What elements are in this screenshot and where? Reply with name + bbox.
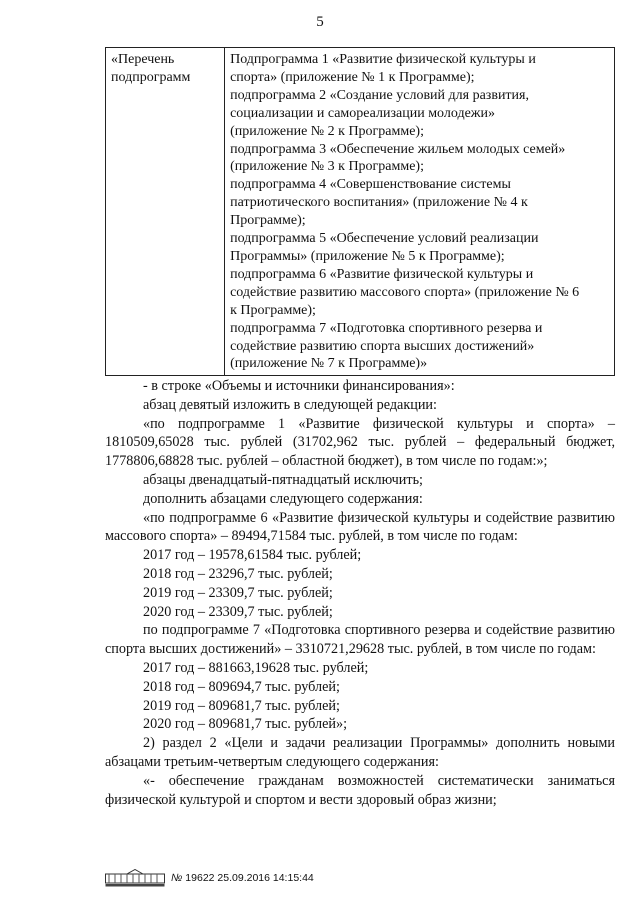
cell-line: к Программе); xyxy=(230,302,316,318)
number-sign: № xyxy=(171,872,183,884)
paragraph: абзац девятый изложить в следующей редакции: xyxy=(143,396,437,413)
cell-line: (приложение № 3 к Программе); xyxy=(230,159,424,175)
year-line: 2018 год – 809694,7 тыс. рублей; xyxy=(143,678,340,695)
cell-line: (приложение № 2 к Программе); xyxy=(230,123,424,139)
cell-line: (приложение № 7 к Программе)» xyxy=(230,356,428,372)
year-line: 2020 год – 809681,7 тыс. рублей»; xyxy=(143,716,348,733)
year-line: 2020 год – 23309,7 тыс. рублей; xyxy=(143,603,333,620)
paragraph: абзацы двенадцатый-пятнадцатый исключить; xyxy=(143,471,423,488)
paragraph: «- обеспечение гражданам возможностей систематически заниматься физической культурой и спортом и вести здоровый образ жизни; xyxy=(105,772,615,808)
registration-timestamp: 19622 25.09.2016 14:15:44 xyxy=(185,872,314,884)
document-body xyxy=(105,377,615,809)
cell-line: патриотического воспитания» (приложение № 4 к xyxy=(230,195,528,211)
cell-line: подпрограмма 7 «Подготовка спортивного резерва и xyxy=(230,320,543,336)
paragraph: «по подпрограмме 1 «Развитие физической культуры и спорта» – 1810509,65028 тыс. рублей (31702,962 тыс. рублей – федеральный бюджет, 1778806,68828 тыс. рублей – областной бюджет), в том числе по годам:»; xyxy=(105,415,615,470)
paragraph: - в строке «Объемы и источники финансирования»: xyxy=(143,378,455,394)
label-line: подпрограмм xyxy=(111,69,191,85)
paragraph: 2) раздел 2 «Цели и задачи реализации Программы» дополнить новыми абзацами третьим-четвертым следующего содержания: xyxy=(105,735,615,770)
table-label-cell xyxy=(106,48,225,376)
cell-line: социализации и самореализации молодежи» xyxy=(230,105,495,121)
paragraph: дополнить абзацами следующего содержания: xyxy=(143,490,423,507)
cell-line: содействие развитию спорта высших достижений» xyxy=(230,338,535,354)
year-line: 2017 год – 19578,61584 тыс. рублей; xyxy=(143,547,362,564)
cell-line: спорта» (приложение № 1 к Программе); xyxy=(230,69,475,85)
document-footer xyxy=(105,868,314,888)
cell-line: подпрограмма 2 «Создание условий для развития, xyxy=(230,87,529,103)
page-number: 5 xyxy=(316,14,324,30)
cell-line: Программе); xyxy=(230,213,306,229)
cell-line: Программы» (приложение № 5 к Программе); xyxy=(230,248,505,264)
registration-number xyxy=(171,872,314,884)
cell-line: содействие развитию массового спорта» (приложение № 6 xyxy=(230,284,580,300)
label-line: «Перечень xyxy=(111,52,175,67)
paragraph: «по подпрограмме 6 «Развитие физической культуры и содействие развитию массового спорта» – 89494,71584 тыс. рублей, в том числе по годам: xyxy=(105,509,615,545)
year-line: 2018 год – 23296,7 тыс. рублей; xyxy=(143,565,333,582)
paragraph: по подпрограмме 7 «Подготовка спортивного резерва и содействие развитию спорта высших достижений» – 3310721,29628 тыс. рублей, в том числе по годам: xyxy=(105,622,615,658)
year-line: 2019 год – 809681,7 тыс. рублей; xyxy=(143,697,340,714)
cell-line: подпрограмма 3 «Обеспечение жильем молодых семей» xyxy=(230,141,566,157)
subprograms-table xyxy=(105,47,615,376)
cell-line: подпрограмма 5 «Обеспечение условий реализации xyxy=(230,231,539,247)
year-line: 2019 год – 23309,7 тыс. рублей; xyxy=(143,584,333,601)
cell-line: подпрограмма 6 «Развитие физической культуры и xyxy=(230,266,534,282)
table-value-cell xyxy=(225,48,615,376)
table-row xyxy=(106,48,615,376)
cell-line: Подпрограмма 1 «Развитие физической культуры и xyxy=(230,52,536,67)
year-line: 2017 год – 881663,19628 тыс. рублей; xyxy=(143,659,369,676)
registry-stamp-icon xyxy=(105,869,165,887)
cell-line: подпрограмма 4 «Совершенствование системы xyxy=(230,177,511,193)
